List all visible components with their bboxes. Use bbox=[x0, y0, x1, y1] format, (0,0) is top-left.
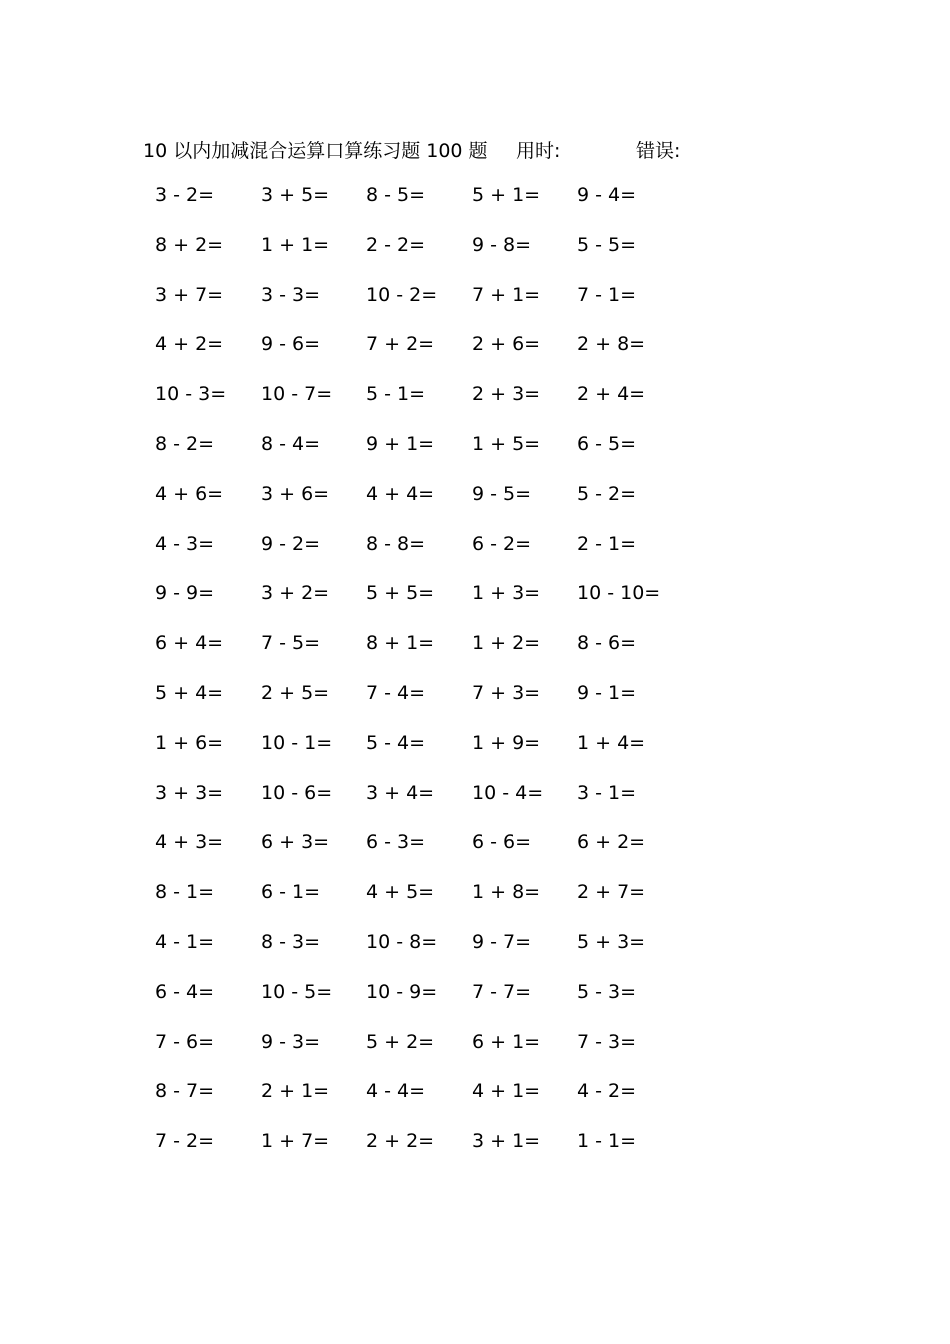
problem-cell: 3 + 7= bbox=[155, 283, 224, 306]
problem-cell: 1 - 1= bbox=[577, 1130, 637, 1153]
problem-cell: 9 - 5= bbox=[472, 482, 532, 505]
problem-cell: 7 + 3= bbox=[472, 681, 541, 704]
problem-cell: 1 + 2= bbox=[472, 632, 541, 655]
problem-cell: 2 + 7= bbox=[577, 881, 646, 904]
problem-cell: 6 + 3= bbox=[261, 831, 330, 854]
problem-cell: 6 - 3= bbox=[366, 831, 426, 854]
problem-row bbox=[0, 881, 950, 931]
problem-cell: 6 - 6= bbox=[472, 831, 532, 854]
problem-cell: 5 + 5= bbox=[366, 582, 435, 605]
problem-row bbox=[0, 333, 950, 383]
problem-row bbox=[0, 1080, 950, 1130]
problem-cell: 1 + 9= bbox=[472, 731, 541, 754]
problem-cell: 8 - 8= bbox=[366, 532, 426, 555]
problem-cell: 2 + 4= bbox=[577, 383, 646, 406]
problem-cell: 1 + 4= bbox=[577, 731, 646, 754]
problem-cell: 10 - 3= bbox=[155, 383, 227, 406]
problem-cell: 1 + 7= bbox=[261, 1130, 330, 1153]
problem-cell: 9 - 8= bbox=[472, 233, 532, 256]
problem-cell: 9 - 1= bbox=[577, 681, 637, 704]
problem-cell: 10 - 8= bbox=[366, 930, 438, 953]
problem-cell: 4 + 2= bbox=[155, 333, 224, 356]
problem-cell: 2 + 2= bbox=[366, 1130, 435, 1153]
problem-row bbox=[0, 234, 950, 284]
problem-row bbox=[0, 782, 950, 832]
problem-cell: 7 - 6= bbox=[155, 1030, 215, 1053]
problem-row bbox=[0, 284, 950, 334]
problem-cell: 8 - 2= bbox=[155, 432, 215, 455]
problem-cell: 9 - 3= bbox=[261, 1030, 321, 1053]
problem-row bbox=[0, 483, 950, 533]
problem-cell: 6 - 2= bbox=[472, 532, 532, 555]
problem-cell: 7 - 4= bbox=[366, 681, 426, 704]
problem-cell: 8 + 2= bbox=[155, 233, 224, 256]
problem-cell: 3 - 2= bbox=[155, 184, 215, 206]
problem-cell: 7 + 1= bbox=[472, 283, 541, 306]
problem-cell: 8 - 5= bbox=[366, 184, 426, 206]
problem-cell: 8 + 1= bbox=[366, 632, 435, 655]
problem-cell: 3 + 2= bbox=[261, 582, 330, 605]
problem-cell: 5 + 1= bbox=[472, 184, 541, 206]
problem-cell: 4 + 1= bbox=[472, 1080, 541, 1103]
problem-cell: 10 - 9= bbox=[366, 980, 438, 1003]
problem-cell: 3 + 6= bbox=[261, 482, 330, 505]
problem-cell: 9 + 1= bbox=[366, 432, 435, 455]
problem-cell: 5 - 3= bbox=[577, 980, 637, 1003]
problem-cell: 7 - 7= bbox=[472, 980, 532, 1003]
problem-grid bbox=[0, 184, 950, 1180]
problem-cell: 10 - 4= bbox=[472, 781, 544, 804]
problem-cell: 10 - 5= bbox=[261, 980, 333, 1003]
problem-cell: 5 + 3= bbox=[577, 930, 646, 953]
problem-cell: 10 - 7= bbox=[261, 383, 333, 406]
problem-cell: 9 - 9= bbox=[155, 582, 215, 605]
problem-cell: 3 - 1= bbox=[577, 781, 637, 804]
problem-cell: 3 + 3= bbox=[155, 781, 224, 804]
problem-cell: 6 - 4= bbox=[155, 980, 215, 1003]
problem-cell: 7 + 2= bbox=[366, 333, 435, 356]
problem-cell: 7 - 1= bbox=[577, 283, 637, 306]
worksheet-title: 10 以内加减混合运算口算练习题 100 题 bbox=[143, 140, 488, 162]
problem-cell: 3 + 4= bbox=[366, 781, 435, 804]
problem-cell: 6 + 2= bbox=[577, 831, 646, 854]
problem-cell: 7 - 3= bbox=[577, 1030, 637, 1053]
problem-cell: 7 - 5= bbox=[261, 632, 321, 655]
problem-cell: 2 + 8= bbox=[577, 333, 646, 356]
problem-row bbox=[0, 831, 950, 881]
problem-cell: 4 + 4= bbox=[366, 482, 435, 505]
problem-cell: 9 - 4= bbox=[577, 184, 637, 206]
problem-row bbox=[0, 533, 950, 583]
problem-cell: 4 - 2= bbox=[577, 1080, 637, 1103]
problem-cell: 9 - 2= bbox=[261, 532, 321, 555]
problem-cell: 8 - 3= bbox=[261, 930, 321, 953]
problem-row bbox=[0, 981, 950, 1031]
problem-cell: 10 - 6= bbox=[261, 781, 333, 804]
problem-cell: 6 - 1= bbox=[261, 881, 321, 904]
problem-cell: 5 - 4= bbox=[366, 731, 426, 754]
problem-cell: 1 + 5= bbox=[472, 432, 541, 455]
problem-cell: 1 + 1= bbox=[261, 233, 330, 256]
problem-cell: 9 - 6= bbox=[261, 333, 321, 356]
problem-cell: 4 - 3= bbox=[155, 532, 215, 555]
problem-row bbox=[0, 433, 950, 483]
problem-cell: 2 + 1= bbox=[261, 1080, 330, 1103]
problem-cell: 2 - 1= bbox=[577, 532, 637, 555]
problem-cell: 6 + 4= bbox=[155, 632, 224, 655]
problem-row bbox=[0, 632, 950, 682]
problem-row bbox=[0, 931, 950, 981]
problem-cell: 3 - 3= bbox=[261, 283, 321, 306]
problem-row bbox=[0, 383, 950, 433]
problem-cell: 7 - 2= bbox=[155, 1130, 215, 1153]
problem-cell: 8 - 6= bbox=[577, 632, 637, 655]
problem-row bbox=[0, 1130, 950, 1180]
problem-cell: 8 - 4= bbox=[261, 432, 321, 455]
problem-cell: 2 + 3= bbox=[472, 383, 541, 406]
problem-row bbox=[0, 582, 950, 632]
problem-cell: 4 + 6= bbox=[155, 482, 224, 505]
problem-cell: 9 - 7= bbox=[472, 930, 532, 953]
problem-cell: 5 + 2= bbox=[366, 1030, 435, 1053]
problem-cell: 5 - 2= bbox=[577, 482, 637, 505]
problem-cell: 4 - 4= bbox=[366, 1080, 426, 1103]
problem-cell: 4 - 1= bbox=[155, 930, 215, 953]
problem-cell: 1 + 3= bbox=[472, 582, 541, 605]
error-label: 错误: bbox=[636, 140, 681, 162]
problem-cell: 6 + 1= bbox=[472, 1030, 541, 1053]
problem-cell: 3 + 1= bbox=[472, 1130, 541, 1153]
problem-cell: 5 - 5= bbox=[577, 233, 637, 256]
problem-cell: 1 + 6= bbox=[155, 731, 224, 754]
problem-row bbox=[0, 184, 950, 234]
problem-cell: 8 - 1= bbox=[155, 881, 215, 904]
problem-cell: 2 + 5= bbox=[261, 681, 330, 704]
problem-cell: 10 - 1= bbox=[261, 731, 333, 754]
problem-cell: 8 - 7= bbox=[155, 1080, 215, 1103]
problem-cell: 5 + 4= bbox=[155, 681, 224, 704]
problem-row bbox=[0, 682, 950, 732]
problem-cell: 10 - 10= bbox=[577, 582, 661, 605]
problem-row bbox=[0, 732, 950, 782]
problem-cell: 4 + 3= bbox=[155, 831, 224, 854]
problem-cell: 4 + 5= bbox=[366, 881, 435, 904]
time-label: 用时: bbox=[516, 140, 561, 162]
problem-cell: 1 + 8= bbox=[472, 881, 541, 904]
problem-cell: 10 - 2= bbox=[366, 283, 438, 306]
problem-cell: 6 - 5= bbox=[577, 432, 637, 455]
problem-cell: 2 + 6= bbox=[472, 333, 541, 356]
problem-cell: 3 + 5= bbox=[261, 184, 330, 206]
problem-cell: 2 - 2= bbox=[366, 233, 426, 256]
problem-row bbox=[0, 1031, 950, 1081]
problem-cell: 5 - 1= bbox=[366, 383, 426, 406]
